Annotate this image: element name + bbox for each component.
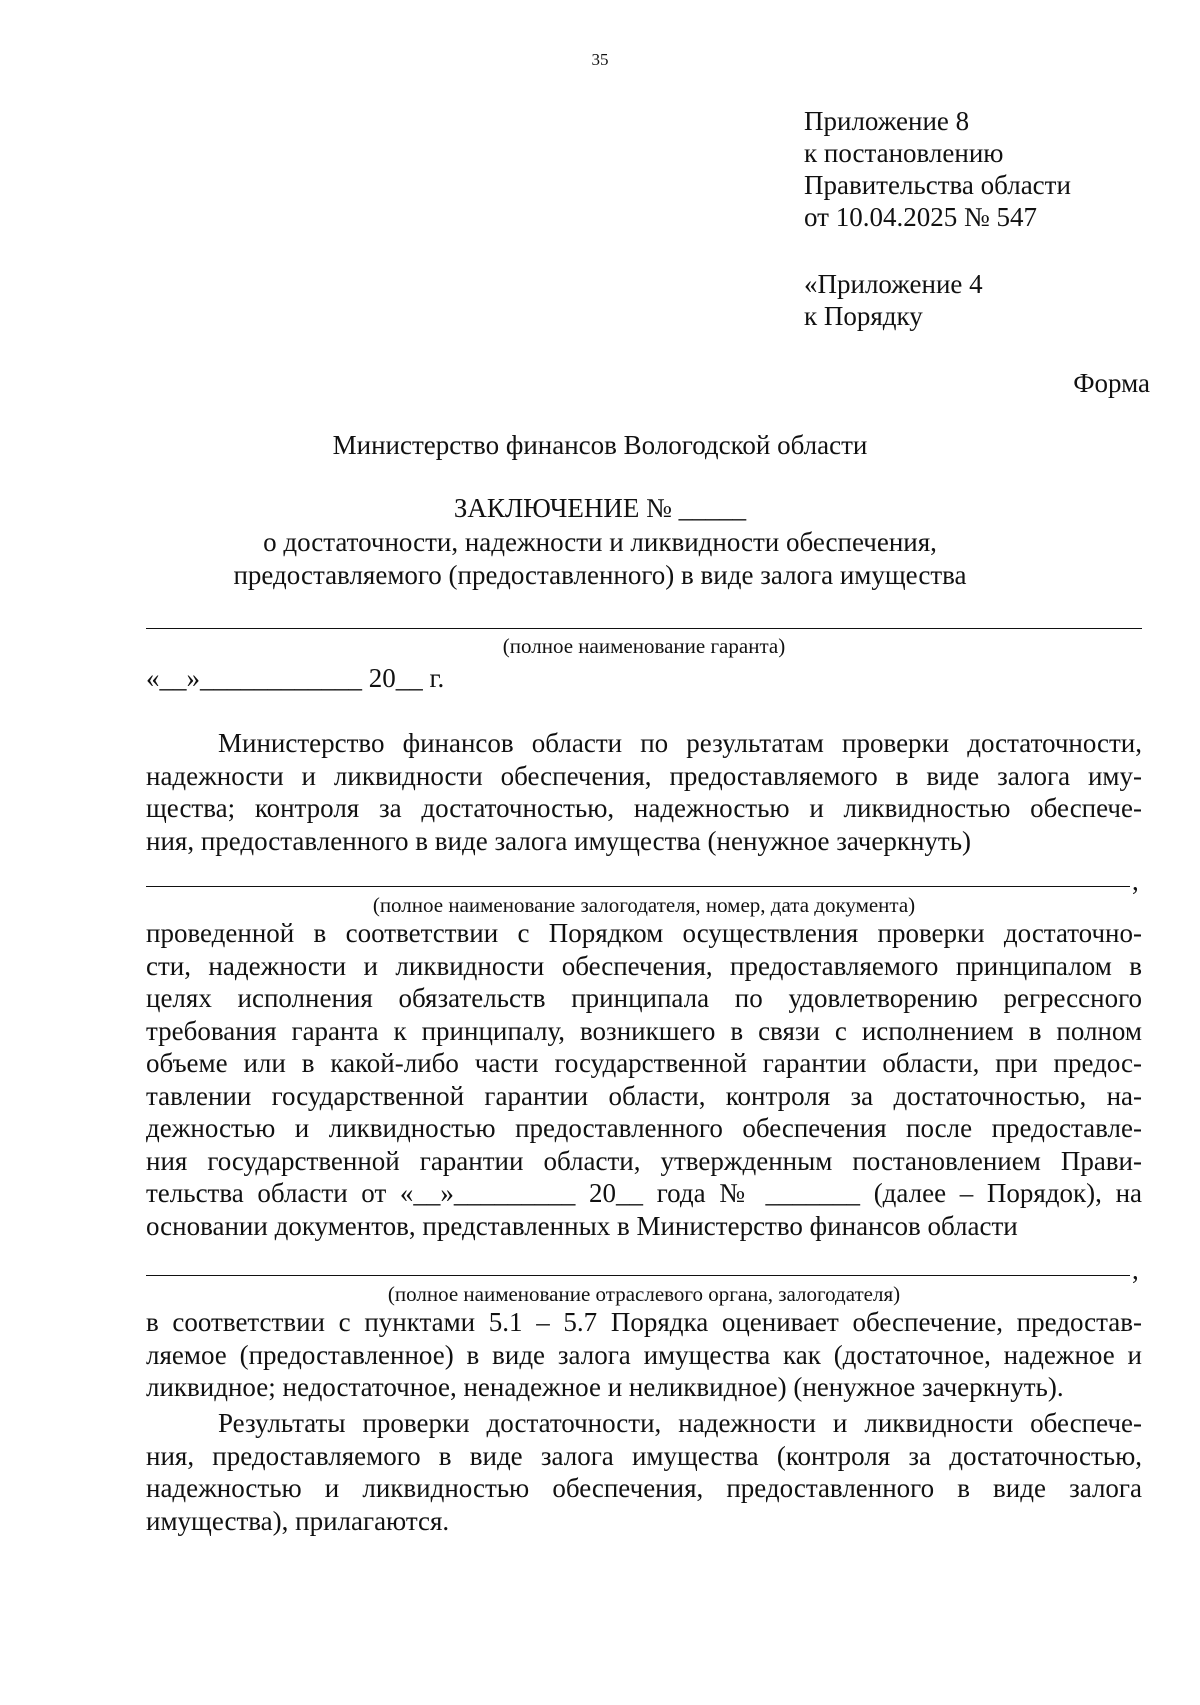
- text-line: имущества), прилагаются.: [146, 1505, 450, 1536]
- guarantor-name-line: [146, 628, 1142, 629]
- text-line: целях исполнения обязательств принципала по удовлетворению регрессного: [146, 983, 1142, 1013]
- text-line: ния, предоставляемого в виде залога имущества (контроля за достаточностью,: [146, 1440, 1142, 1471]
- text-line: ния, предоставленного в виде залога имущества (ненужное зачеркнуть): [146, 825, 972, 856]
- text-line: проведенной в соответствии с Порядком осуществления проверки достаточно-: [146, 918, 1142, 948]
- document-subtitle-line: предоставляемого (предоставленного) в виде залога имущества: [233, 560, 967, 590]
- paragraph-2: [146, 917, 1142, 1242]
- guarantor-caption: (полное наименование гаранта): [502, 634, 786, 658]
- paragraph-4: [146, 1407, 1142, 1537]
- text-line: требования гаранта к принципалу, возникшего в связи с исполнением в полном: [146, 1015, 1142, 1046]
- appendix-order-line: «Приложение 4: [804, 269, 983, 299]
- text-line: ликвидное; недостаточное, ненадежное и неликвидное) (ненужное зачеркнуть).: [146, 1372, 1064, 1402]
- sector-body-name-line: [146, 1275, 1130, 1276]
- text-line: дежностью и ликвидностью предоставленного обеспечения после предоставле-: [146, 1113, 1142, 1143]
- text-line: объеме или в какой-либо части государственной гарантии области, при предос-: [146, 1048, 1142, 1078]
- text-line: Министерство финансов области по результатам проверки достаточности,: [218, 728, 1142, 758]
- comma: ,: [1132, 1255, 1139, 1285]
- appendix-line: Приложение 8: [804, 106, 970, 136]
- text-line: тельства области от «__»_________ 20__ года № _______ (далее – Порядок), на: [146, 1178, 1142, 1208]
- text-line: щества; контроля за достаточностью, надежностью и ликвидностью обеспече-: [146, 793, 1142, 823]
- appendix-order-header: [804, 268, 983, 332]
- ministry-name: Министерство финансов Вологодской области: [332, 430, 868, 460]
- text-line: Результаты проверки достаточности, надежности и ликвидности обеспече-: [218, 1408, 1142, 1438]
- pledgor-caption: (полное наименование залогодателя, номер, дата документа): [372, 893, 916, 917]
- text-line: тавлении государственной гарантии области, контроля за достаточностью, на-: [146, 1080, 1142, 1111]
- appendix-order-line: к Порядку: [804, 301, 923, 331]
- text-line: надежности и ликвидности обеспечения, предоставляемого в виде залога иму-: [146, 760, 1142, 791]
- page-number: 35: [591, 50, 609, 69]
- text-line: сти, надежности и ликвидности обеспечения, предоставляемого принципалом в: [146, 950, 1142, 981]
- document-title: ЗАКЛЮЧЕНИЕ № _____: [453, 493, 747, 523]
- paragraph-3: [146, 1306, 1142, 1404]
- date-line: «__»____________ 20__ г.: [146, 663, 445, 693]
- text-line: в соответствии с пунктами 5.1 – 5.7 Порядка оценивает обеспечение, предостав-: [146, 1307, 1142, 1337]
- text-line: надежностью и ликвидностью обеспечения, предоставленного в виде залога: [146, 1473, 1142, 1503]
- text-line: ния государственной гарантии области, утвержденным постановлением Прави-: [146, 1145, 1142, 1176]
- text-line: основании документов, представленных в Министерство финансов области: [146, 1210, 1018, 1241]
- form-label: Форма: [1073, 368, 1150, 398]
- paragraph-1: [146, 727, 1142, 857]
- document-subtitle-line: о достаточности, надежности и ликвидности обеспечения,: [263, 527, 937, 557]
- comma: ,: [1132, 866, 1139, 896]
- appendix-line: к постановлению: [804, 138, 1004, 168]
- appendix-header: [804, 105, 1071, 233]
- sector-body-caption: (полное наименование отраслевого органа, залогодателя): [387, 1282, 901, 1306]
- appendix-line: Правительства области: [804, 170, 1071, 200]
- pledgor-name-line: [146, 886, 1130, 887]
- text-line: ляемое (предоставленное) в виде залога имущества как (достаточное, надежное и: [146, 1339, 1142, 1370]
- appendix-line: от 10.04.2025 № 547: [804, 202, 1037, 232]
